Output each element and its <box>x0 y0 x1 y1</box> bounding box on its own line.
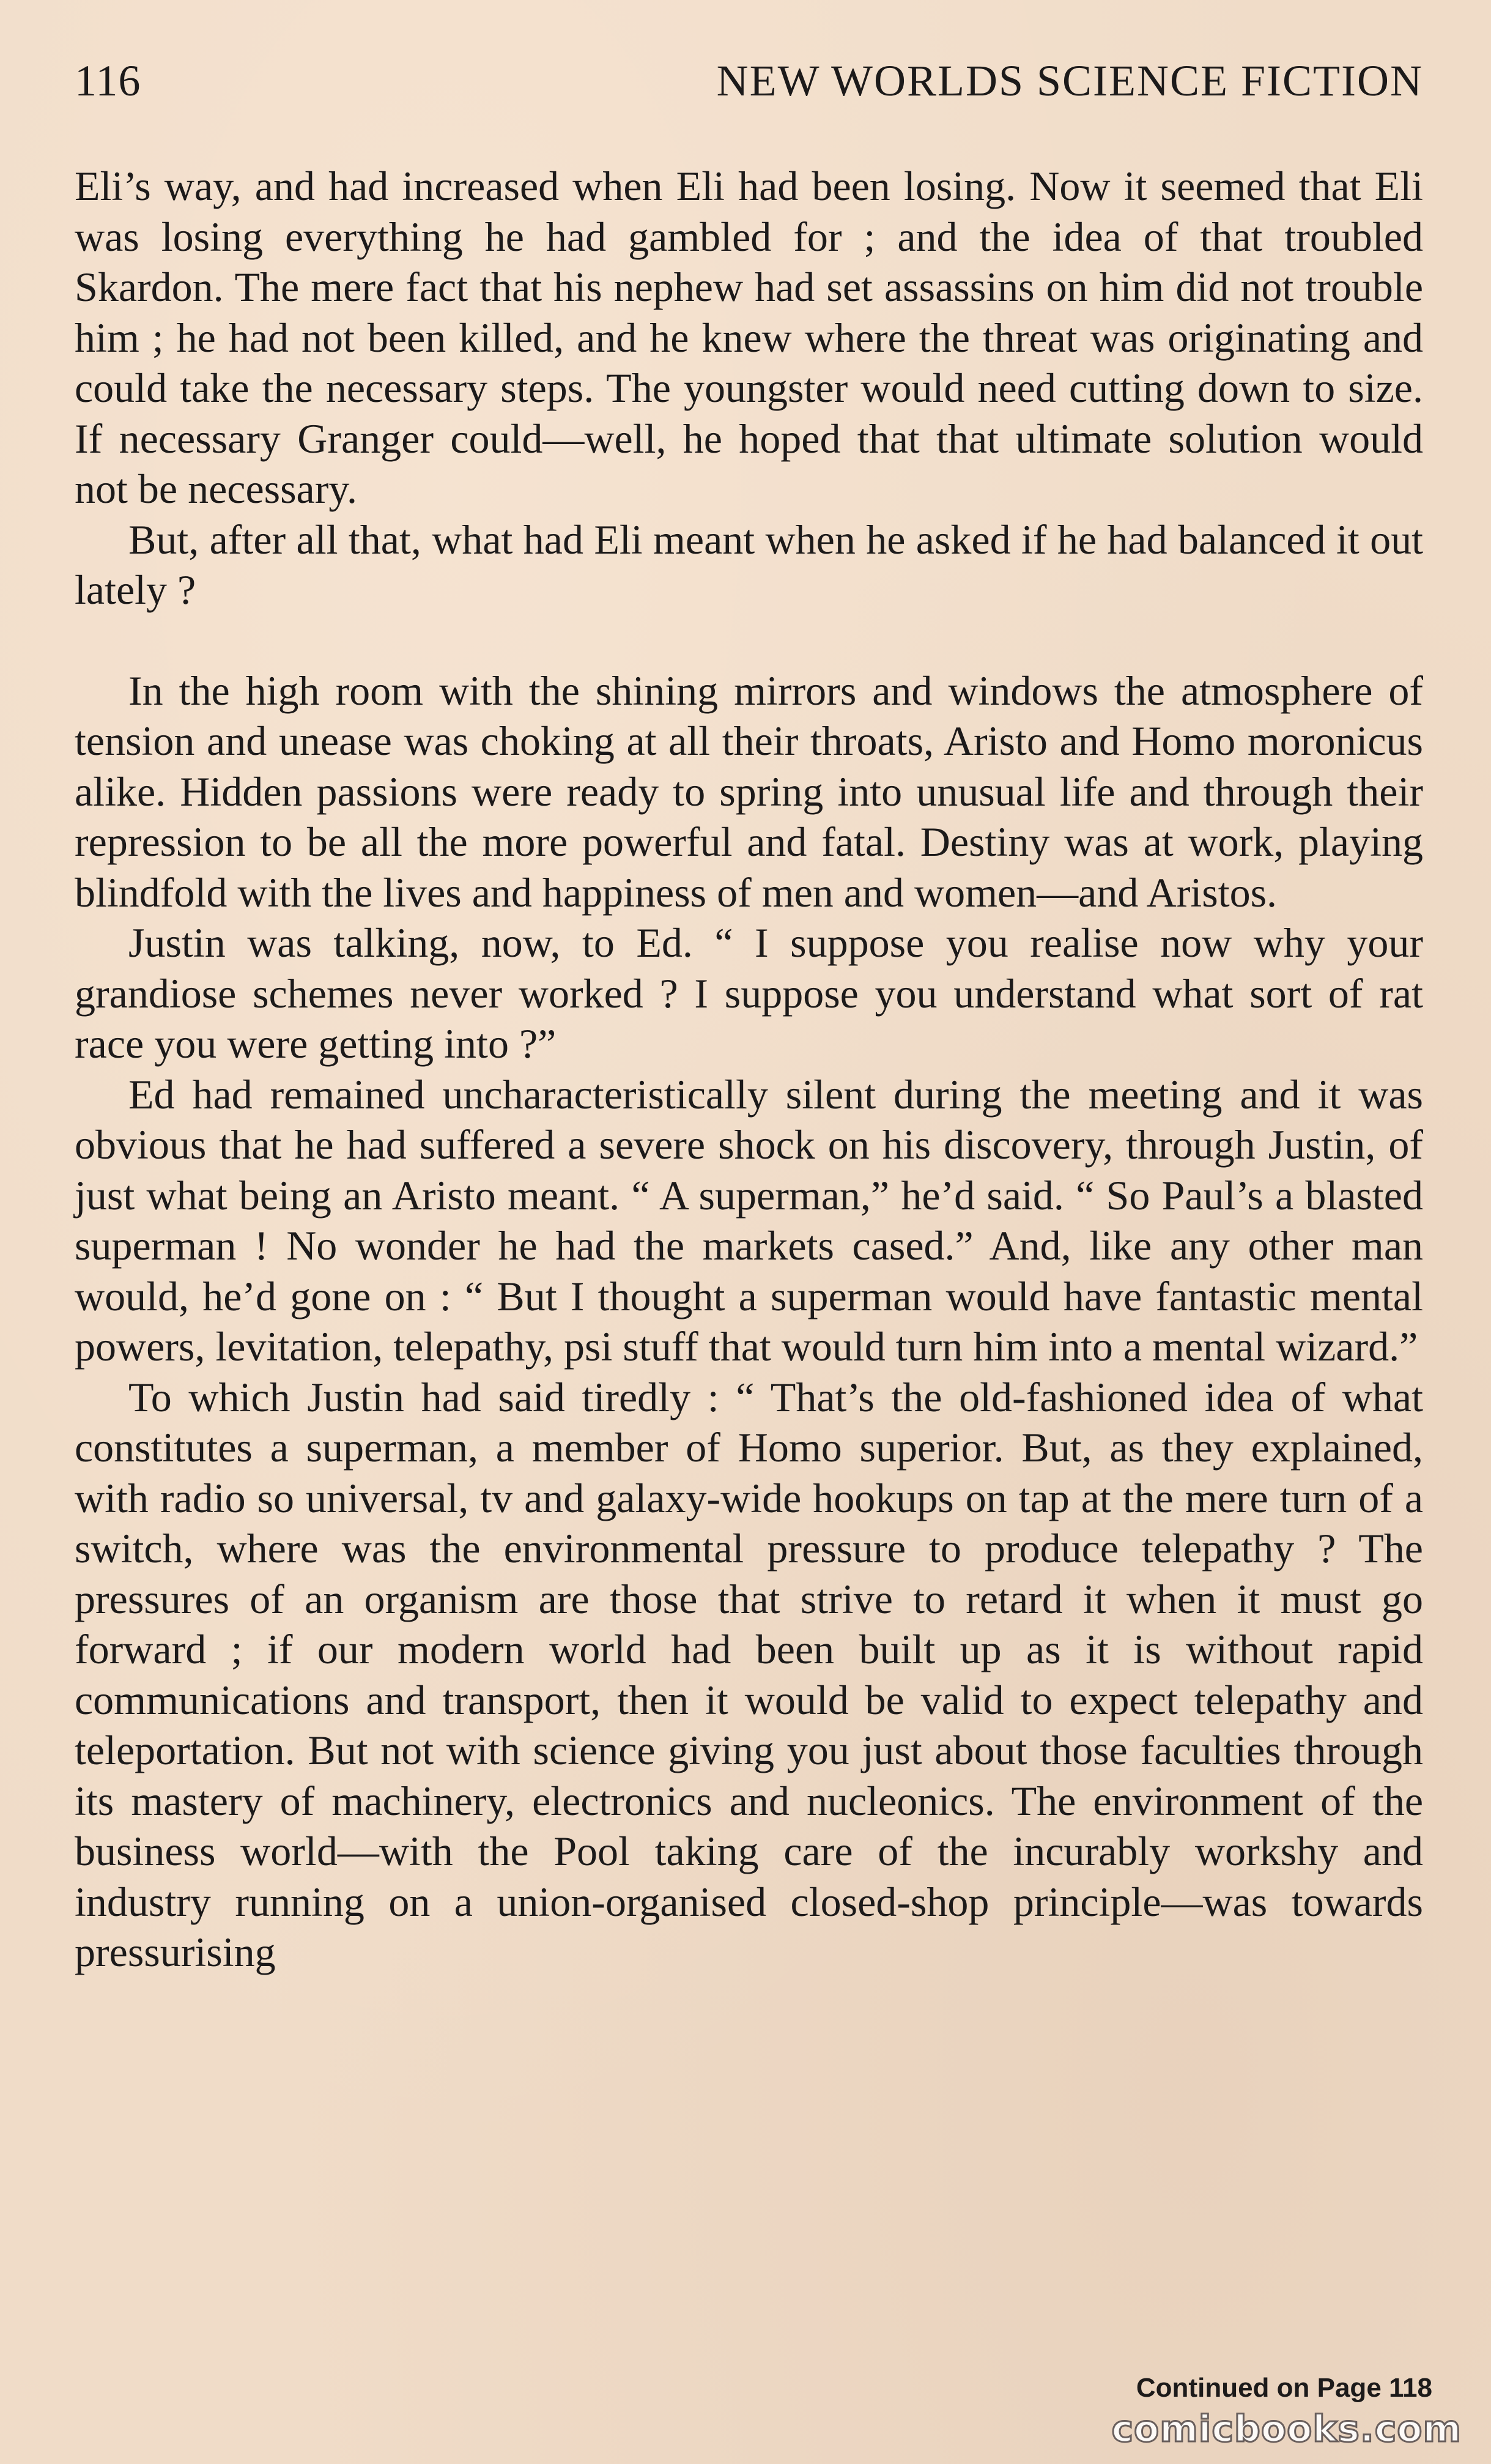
watermark-logo: comicbooks.com <box>1111 2408 1462 2451</box>
section-break <box>75 615 1423 666</box>
page-header <box>75 50 1423 111</box>
paragraph-1: Eli’s way, and had increased when Eli had been losing. Now it seemed that Eli was losing everything he had gambled for ; and the idea of that troubled Skardon. The mere fact that his nephew had set assassins on him did not trouble him ; he had not been killed, and he knew where the threat was originating and could take the necessary steps. The youngster would need cutting down to size. If necessary Granger could—well, he hoped that that ultimate solution would not be necessary. <box>75 163 1423 512</box>
paragraph-3: In the high room with the shining mirrors and windows the atmosphere of tension and unease was choking at all their throats, Aristo and Homo moronicus alike. Hidden passions were ready to spring into unusual life and through their repression to be all the more powerful and fatal. Destiny was at work, playing blindfold with the lives and happiness of men and women—and Aristos. <box>75 667 1423 916</box>
continued-note: Continued on Page 118 <box>1136 2373 1432 2403</box>
page-number: 116 <box>75 56 141 105</box>
running-head: NEW WORLDS SCIENCE FICTION <box>716 56 1423 105</box>
paragraph-5: Ed had remained uncharacteristically silent during the meeting and it was obvious that he had suffered a severe shock on his discovery, through Justin, of just what being an Aristo meant. “ A superman,” he’d said. “ So Paul’s a blasted superman ! No wonder he had the markets cased.” And, like any other man would, he’d gone on : “ But I thought a superman would have fantastic mental powers, levitation, telepathy, psi stuff that would turn him into a mental wizard.” <box>75 1071 1423 1370</box>
paragraph-6: To which Justin had said tiredly : “ That’s the old-fashioned idea of what constitutes a superman, a member of Homo superior. But, as they explained, with radio so universal, tv and galaxy-wide hookups on tap at the mere turn of a switch, where was the environmental pressure to produce telepathy ? The pressures of an organism are those that strive to retard it when it must go forward ; if our modern world had been built up as it is without rapid communications and transport, then it would be valid to expect telepathy and teleportation. But not with science giving you just about those faculties through its mastery of machinery, electronics and nucleonics. The environment of the business world—with the Pool taking care of the incurably workshy and industry running on a union-organised closed-shop principle—was towards pressurising <box>75 1373 1423 1975</box>
paragraph-4: Justin was talking, now, to Ed. “ I suppose you realise now why your grandiose schemes never worked ? I suppose you understand what sort of rat race you were getting into ?” <box>75 919 1423 1067</box>
paragraph-2: But, after all that, what had Eli meant when he asked if he had balanced it out lately ? <box>75 516 1423 613</box>
body-text <box>75 161 1423 1978</box>
